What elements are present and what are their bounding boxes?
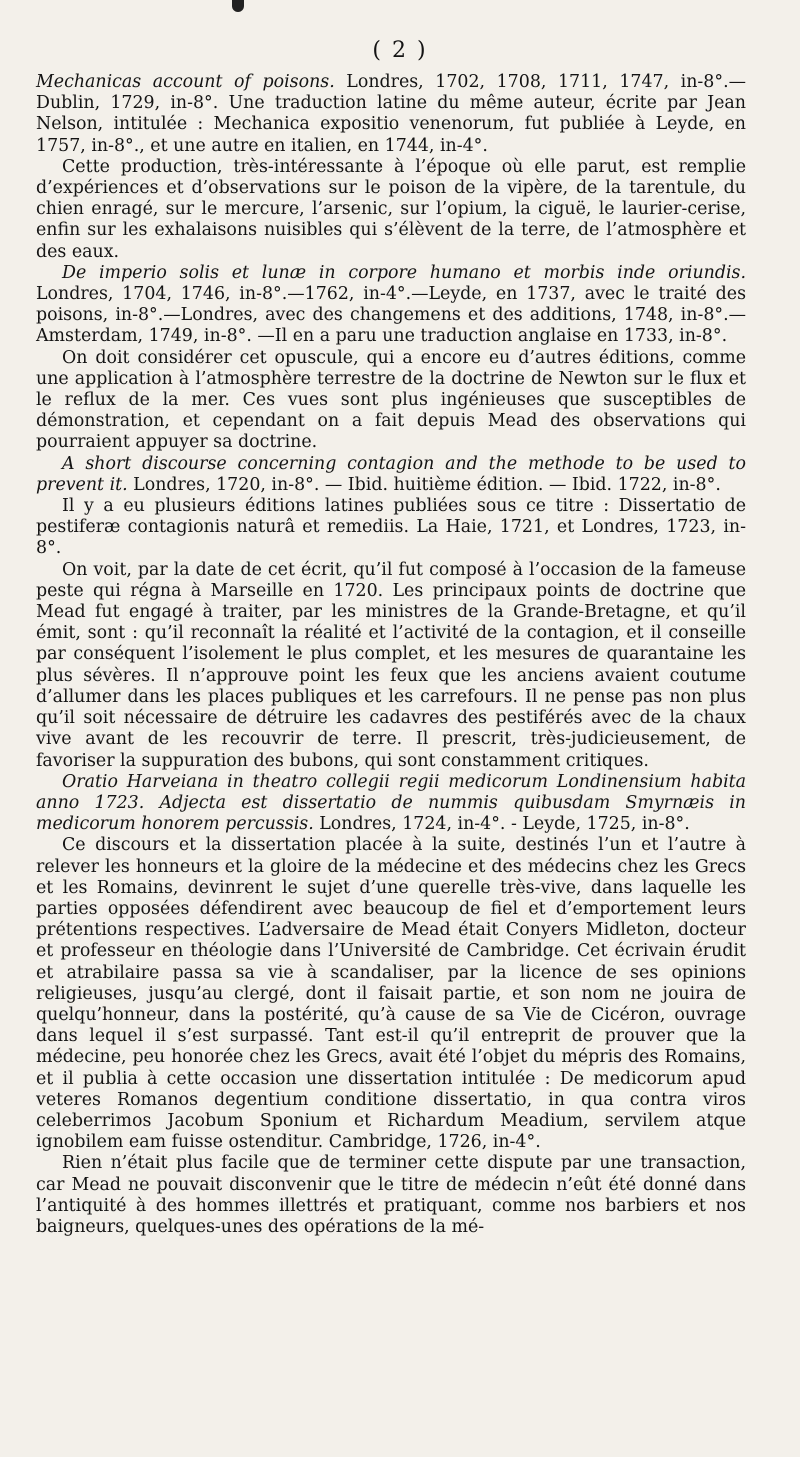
entry-details: Londres, 1702, 1708, 1711, 1747, in-8°.—Dublin, 1729, in-8°. Une traduction latine du même auteur, écrite par Jean Nelson, intitulée : Mechanica expositio venenorum, fut publiée à Leyde, en 1757, in-8°., et une autre en italien, en 1744, in-4°.: [36, 72, 746, 156]
page-body: [36, 72, 746, 1238]
entry-details: Londres, 1704, 1746, in-8°.—1762, in-4°.—Leyde, en 1737, avec le traité des poisons, in-8°.—Londres, avec des changemens et des additions, 1748, in-8°.— Amsterdam, 1749, in-8°. —Il en a paru une traduction anglaise en 1733, in-8°.: [36, 284, 746, 347]
entry-details: Londres, 1724, in-4°. - Leyde, 1725, in-8°.: [313, 814, 690, 835]
ink-blot: [232, 0, 244, 12]
bibliography-entry-de-imperio: [36, 263, 746, 348]
bibliography-entry-contagion: [36, 454, 746, 496]
entry-title: Oratio Harveiana in theatro collegii regii medicorum Londinensium habita anno 1723. Adjecta est dissertatio de nummis quibusdam Smyrnæis in medicorum honorem percussis.: [36, 771, 746, 835]
paragraph-commentary: On voit, par la date de cet écrit, qu’il fut composé à l’occasion de la fameuse peste qui régna à Marseille en 1720. Les principaux points de doctrine que Mead fut engagé à traiter, par les ministres de la Grande-Bretagne, et qu’il émit, sont : qu’il reconnaît la réalité et l’activité de la contagion, et il conseille par conséquent l’isolement le plus complet, et les mesures de quarantaine les plus sévères. Il n’approuve point les feux que les anciens avaient coutume d’allumer dans les places publiques et les carrefours. Il ne pense pas non plus qu’il soit nécessaire de détruire les cadavres des pestiférés avec de la chaux vive avant de les recouvrir de terre. Il prescrit, très-judicieusement, de favoriser la suppuration des bubons, qui sont constamment critiques.: [36, 559, 746, 771]
bibliography-entry-oratio-harveiana: [36, 772, 746, 836]
page-number: ( 2 ): [372, 38, 428, 63]
entry-title: A short discourse concerning contagion and the methode to be used to prevent it.: [36, 453, 746, 495]
paragraph-commentary: Il y a eu plusieurs éditions latines publiées sous ce titre : Dissertatio de pestiferæ contagionis naturâ et remediis. La Haie, 1721, et Londres, 1723, in-8°.: [36, 496, 746, 559]
paragraph-commentary: On doit considérer cet opuscule, qui a encore eu d’autres éditions, comme une application à l’atmosphère terrestre de la doctrine de Newton sur le flux et le reflux de la mer. Ces vues sont plus ingénieuses que susceptibles de démonstration, et cependant on a fait depuis Mead des observations qui pourraient appuyer sa doctrine.: [36, 347, 746, 453]
entry-title: De imperio solis et lunæ in corpore humano et morbis inde oriundis.: [62, 262, 746, 283]
entry-title: Mechanicas account of poisons.: [36, 72, 335, 92]
entry-details: Londres, 1720, in-8°. — Ibid. huitième édition. — Ibid. 1722, in-8°.: [127, 474, 721, 495]
paragraph-commentary: Ce discours et la dissertation placée à la suite, destinés l’un et l’autre à relever les honneurs et la gloire de la médecine et des médecins chez les Grecs et les Romains, devinrent le sujet d’une querelle très-vive, dans laquelle les parties opposées défendirent avec beaucoup de fiel et d’emportement leurs prétentions respectives. L’adversaire de Mead était Conyers Midleton, docteur et professeur en théologie dans l’Université de Cambridge. Cet écrivain érudit et atrabilaire passa sa vie à scandaliser, par la licence de ses opinions religieuses, jusqu’au clergé, dont il faisait partie, et son nom ne jouira de quelqu’honneur, dans la postérité, qu’à cause de sa Vie de Cicéron, ouvrage dans lequel il s’est surpassé. Tant est-il qu’il entreprit de prouver que la médecine, peu honorée chez les Grecs, avait été l’objet du mépris des Romains, et il publia à cette occasion une dissertation intitulée : De medicorum apud veteres Romanos degentium conditione dissertatio, in qua contra viros celeberrimos Jacobum Sponium et Richardum Meadium, servilem atque ignobilem eam fuisse ostenditur. Cambridge, 1726, in-4°.: [36, 835, 746, 1153]
bibliography-entry-mechanical-account: [36, 72, 746, 157]
paragraph-commentary: Cette production, très-intéressante à l’époque où elle parut, est remplie d’expériences et d’observations sur le poison de la vipère, de la tarentule, du chien enragé, sur le mercure, l’arsenic, sur l’opium, la ciguë, le laurier-cerise, enfin sur les exhalaisons nuisibles qui s’élèvent de la terre, de l’atmosphère et des eaux.: [36, 156, 746, 262]
paragraph-commentary: Rien n’était plus facile que de terminer cette dispute par une transaction, car Mead ne pouvait disconvenir que le titre de médecin n’eût été donné dans l’antiquité à des hommes illettrés et pratiquant, comme nos barbiers et nos baigneurs, quelques-unes des opérations de la mé-: [36, 1153, 746, 1237]
